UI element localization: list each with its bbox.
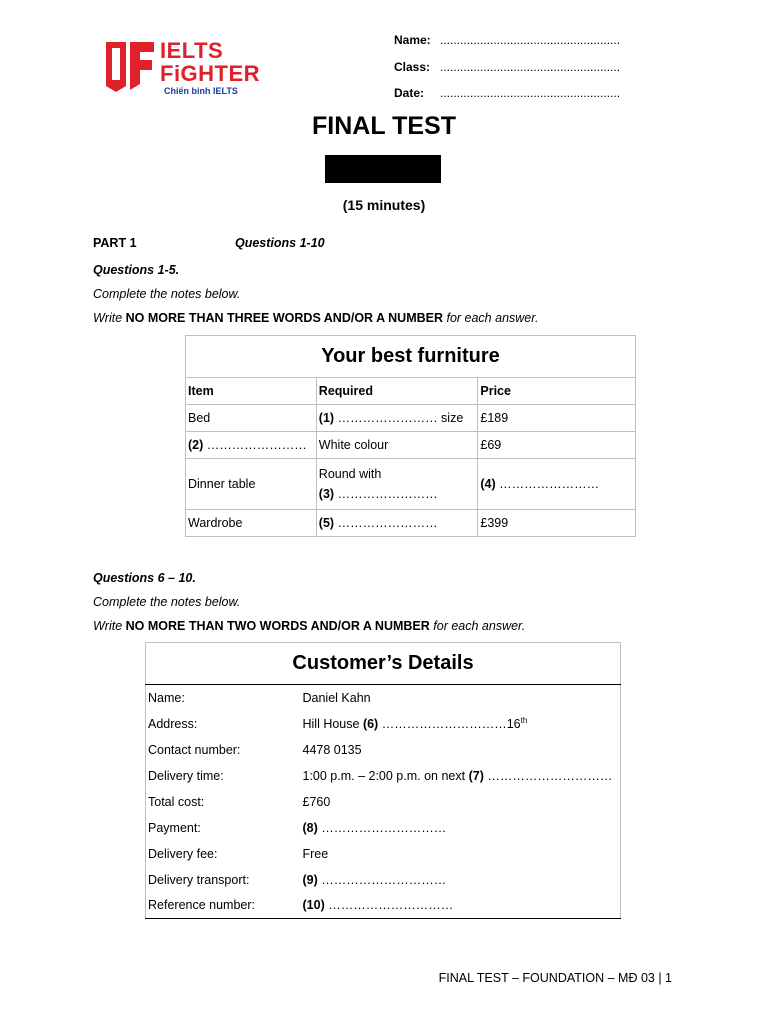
table-row <box>186 405 636 432</box>
table-row <box>146 893 621 919</box>
row-label: Reference number: <box>146 893 301 919</box>
class-line <box>394 60 620 74</box>
answer-9-cell[interactable] <box>301 867 621 893</box>
row-value: £760 <box>301 789 621 815</box>
cell-dinner-table: Dinner table <box>186 459 317 510</box>
answer-5-cell[interactable] <box>316 510 478 537</box>
part-heading <box>93 236 325 250</box>
date-label: Date: <box>394 86 425 100</box>
customer-details-title: Customer’s Details <box>146 643 621 685</box>
table-row <box>146 867 621 893</box>
row-label: Contact number: <box>146 737 301 763</box>
page-title: FINAL TEST <box>312 112 456 140</box>
cell-required: White colour <box>316 432 478 459</box>
section2-heading: Questions 6 – 10. <box>93 571 196 585</box>
class-label: Class: <box>394 60 431 74</box>
row-label: Delivery time: <box>146 763 301 789</box>
answer-blank[interactable]: ………………………… <box>487 768 613 783</box>
cell-line: Round with <box>318 467 382 481</box>
answer-blank[interactable]: …………………… <box>337 516 438 530</box>
answer-1-cell[interactable] <box>316 405 478 432</box>
table-row <box>146 763 621 789</box>
answer-4-cell[interactable] <box>478 459 636 510</box>
write-post: for each answer. <box>429 619 526 633</box>
answer-blank[interactable]: …………………… <box>337 487 438 501</box>
table-row <box>146 737 621 763</box>
cell-price: £399 <box>478 510 636 537</box>
row-label: Delivery transport: <box>146 867 301 893</box>
table-row <box>186 510 636 537</box>
cell-wardrobe: Wardrobe <box>186 510 317 537</box>
row-value: Daniel Kahn <box>301 685 621 711</box>
customer-details-table <box>145 642 621 919</box>
name-label: Name: <box>394 33 431 47</box>
section1-instruction: Complete the notes below. <box>93 287 241 301</box>
answer-3-cell[interactable] <box>316 459 478 510</box>
shield-logo-icon <box>104 38 156 94</box>
answer-blank[interactable]: …………………… <box>499 477 600 491</box>
answer-2-cell[interactable] <box>186 432 317 459</box>
write-post: for each answer. <box>443 311 539 325</box>
question-number: (4) <box>480 477 496 491</box>
header-item: Item <box>186 378 317 405</box>
date-line <box>394 86 620 100</box>
section1-heading: Questions 1-5. <box>93 263 180 277</box>
part-questions: Questions 1-10 <box>235 236 325 250</box>
table-header-row <box>186 378 636 405</box>
answer-8-cell[interactable] <box>301 815 621 841</box>
table-row <box>146 815 621 841</box>
question-number: (1) <box>318 411 335 425</box>
date-blank[interactable]: ...................................................... <box>440 86 621 100</box>
part-label: PART 1 <box>93 236 137 250</box>
row-value: 16 <box>506 717 521 732</box>
redacted-block <box>325 155 441 183</box>
furniture-table-title: Your best furniture <box>186 336 636 378</box>
answer-blank[interactable]: ………………………… <box>328 898 454 913</box>
question-number: (2) <box>188 438 204 452</box>
ielts-fighter-logo <box>104 38 284 98</box>
row-label: Payment: <box>146 815 301 841</box>
table-row <box>146 685 621 711</box>
write-pre: Write <box>93 619 126 633</box>
header-required: Required <box>316 378 478 405</box>
question-number: (9) <box>302 872 318 887</box>
question-number: (7) <box>468 768 484 783</box>
row-label: Address: <box>146 711 301 737</box>
class-blank[interactable]: ...................................................... <box>440 60 621 74</box>
answer-blank[interactable]: ………………………… <box>381 717 507 732</box>
question-number: (3) <box>318 487 335 501</box>
page-footer: FINAL TEST – FOUNDATION – MĐ 03 | 1 <box>438 971 672 985</box>
table-row <box>186 432 636 459</box>
table-row <box>146 711 621 737</box>
cell-price: £69 <box>478 432 636 459</box>
logo-tagline: Chiến binh IELTS <box>164 86 238 96</box>
answer-6-cell[interactable] <box>301 711 621 737</box>
row-value: 1:00 p.m. – 2:00 p.m. on next <box>302 768 469 783</box>
logo-text-ielts: IELTS <box>160 38 224 63</box>
duration: (15 minutes) <box>342 197 426 213</box>
write-bold: NO MORE THAN TWO WORDS AND/OR A NUMBER <box>125 619 430 633</box>
question-number: (5) <box>318 516 335 530</box>
header-price: Price <box>478 378 636 405</box>
section1-write-rule <box>93 311 538 325</box>
answer-blank[interactable]: ………………………… <box>321 820 447 835</box>
section2-instruction: Complete the notes below. <box>93 595 241 609</box>
row-value: 4478 0135 <box>301 737 621 763</box>
table-row <box>146 841 621 867</box>
answer-blank[interactable]: ………………………… <box>321 872 447 887</box>
logo-text-fighter: FiGHTER <box>160 61 261 86</box>
cell-bed: Bed <box>186 405 317 432</box>
table-row <box>186 459 636 510</box>
answer-blank[interactable]: …………………… <box>337 411 438 425</box>
answer-blank[interactable]: …………………… <box>206 438 307 452</box>
section2-write-rule <box>93 619 525 633</box>
question-number: (10) <box>302 898 325 913</box>
superscript: th <box>520 715 528 725</box>
row-label: Name: <box>146 685 301 711</box>
row-label: Delivery fee: <box>146 841 301 867</box>
question-number: (8) <box>302 820 318 835</box>
row-value: Hill House <box>302 717 363 732</box>
row-value: Free <box>301 841 621 867</box>
name-blank[interactable]: ...................................................... <box>440 33 621 47</box>
write-pre: Write <box>93 311 126 325</box>
question-number: (6) <box>362 717 379 732</box>
write-bold: NO MORE THAN THREE WORDS AND/OR A NUMBER <box>125 311 443 325</box>
table-row <box>146 789 621 815</box>
cell-suffix: size <box>437 411 464 425</box>
furniture-table <box>185 335 636 537</box>
answer-10-cell[interactable] <box>301 893 621 919</box>
name-line <box>394 33 620 47</box>
cell-price: £189 <box>478 405 636 432</box>
answer-7-cell[interactable] <box>301 763 621 789</box>
row-label: Total cost: <box>146 789 301 815</box>
